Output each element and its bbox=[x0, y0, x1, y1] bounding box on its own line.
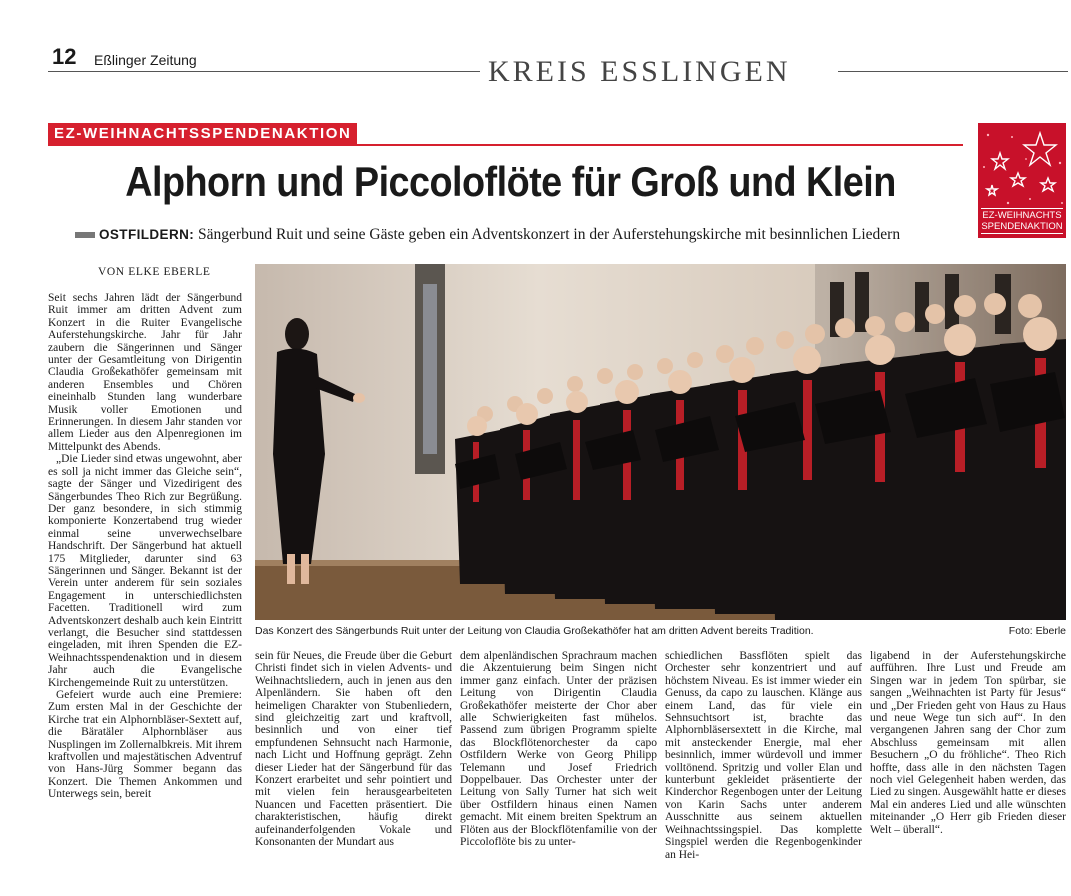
col1-paragraph: Gefeiert wurde auch eine Premiere: Zum ersten Mal in der Geschichte der Kirche trat ein Alphornbläser-Sextett auf, die Bäratäler Alphornbläser aus Nusplingen im Zollernalbkreis. Mit ihrem kraftvollen und majestätischen Adventruf von Hans-Jürg Sommer begann das Konzert. Die Themen Ankommen und Unterwegs sein, bereit bbox=[48, 689, 242, 801]
col2-paragraph: sein für Neues, die Freude über die Geburt Christi findet sich in vielen Advents- und Weihnachtsliedern, auch in jenen aus den Alpenländern. Sie haben oft den heimeligen Charakter von Stubenliedern, sind gleichzeitig zart und kraftvoll, besinnlich und von einer tief empfundenen Sehnsucht nach Harmonie, nach Licht und Hoffnung geprägt. Zehn dieser Lieder hat der Sängerbund für das Konzert erarbeitet und sehr pointiert und mit vielen fein herausgearbeiteten Nuancen und Facetten präsentiert. Die charakteristischen, häufig direkt aufeinanderfolgenden Vokale und Konsonanten der Mundart aus bbox=[255, 650, 452, 849]
kicker-label: EZ-WEIHNACHTSSPENDENAKTION bbox=[48, 123, 357, 145]
col1-paragraph: Seit sechs Jahren lädt der Sängerbund Ruit immer am dritten Advent zum Konzert in die Ruiter Evangelische Auferstehungskirche. Jahr für Jahr zaubern die Sängerinnen und Sänger unter der Gesamtleitung von Dirigentin Claudia Großekathöfer gemeinsam mit anderen Ensembles und Chören eineinhalb Stunden lang wunderbare Musik voller Emotionen und Erinnerungen. In diesem Jahr standen vor allem Lieder aus den Alpenregionen im Mittelpunkt des Abends. bbox=[48, 292, 242, 453]
subheadline-bar bbox=[75, 232, 95, 238]
logo-caption-line-1: EZ-WEIHNACHTS bbox=[982, 210, 1062, 221]
article-column-5 bbox=[870, 650, 1066, 888]
article-column-4 bbox=[665, 650, 862, 888]
stars-icon bbox=[978, 123, 1066, 213]
caption-text: Das Konzert des Sängerbunds Ruit unter der Leitung von Claudia Großekathöfer hat am dritten Advent bereits Tradition. bbox=[255, 625, 814, 637]
masthead-rule-right bbox=[838, 71, 1068, 72]
article-column-2 bbox=[255, 650, 452, 888]
col1-paragraph: „Die Lieder sind etwas ungewohnt, aber es soll ja nicht immer das Gleiche sein“, sagte der Sänger und Vizedirigent des Sängerbundes Theo Rich zur Begrüßung. Der ganz besondere, in sich stimmig komponierte Konzertabend trug wieder einmal seine unverwechselbare Handschrift. Der Sängerbund hat aktuell 175 Mitglieder, darunter sind 63 Sängerinnen und Sänger. Bekannt ist der Verein unter anderem für sein soziales Engagement in unterschiedlichsten Facetten. Traditionell wird zum Adventskonzert deshalb auch kein Eintritt verlangt, die Besucher sind stattdessen eingeladen, mit ihren Spenden die EZ-Weihnachtsspendenaktion und in diesem Jahr auch die Evangelische Kirchengemeinde Ruit zu unterstützen. bbox=[48, 453, 242, 689]
article-column-1 bbox=[48, 292, 242, 888]
subheadline bbox=[75, 226, 900, 244]
photo-credit: Foto: Eberle bbox=[1008, 625, 1066, 637]
masthead-rule-left bbox=[48, 71, 480, 72]
headline: Alphorn und Piccoloflöte für Groß und Klein bbox=[125, 158, 896, 205]
section-title: KREIS ESSLINGEN bbox=[488, 55, 791, 88]
kicker-rule bbox=[48, 144, 963, 146]
logo-caption bbox=[981, 208, 1063, 234]
article-column-3 bbox=[460, 650, 657, 888]
spendenaktion-logo bbox=[978, 123, 1066, 238]
byline: VON ELKE EBERLE bbox=[98, 266, 211, 278]
col4-paragraph: schiedlichen Bassflöten spielt das Orchester sehr konzentriert und auf höchstem Niveau. Es ist immer wieder ein Genuss, da capo zu lauschen. Klänge aus einem Land, das für viele ein Sehnsuchtsort ist, brachte das Alphornbläsersextett in die Kirche, mal mit ansteckender Energie, mal eher besinnlich, immer würdevoll und immer volltönend. Spritzig und voller Elan und kunterbunt gekleidet präsentierte der Kinderchor Regenbogen unter der Leitung von Karin Sachs unter anderem Ausschnitte aus seinem aktuellen Weihnachtssingspiel. Das komplette Singspiel werden die Regenbogenkinder an Hei- bbox=[665, 650, 862, 861]
concert-photo bbox=[255, 264, 1066, 620]
page-number: 12 bbox=[52, 44, 77, 69]
photo-caption bbox=[255, 625, 1066, 637]
col3-paragraph: dem alpenländischen Sprachraum machen die Akzentuierung beim Singen nicht immer ganz einfach. Unter der präzisen Leitung von Dirigentin Claudia Großekathöfer meisterte der Chor aber alle Schwierigkeiten fast mühelos. Passend zum übrigen Programm spielte das Blockflötenorchester da capo Ostfildern Werke von Georg Philipp Telemann und Josef Friedrich Doppelbauer. Das Orchester unter der Leitung von Sally Turner hat sich weit über Ostfildern hinaus einen Namen gemacht. Mit einem breiten Spektrum an Flöten aus der Blockflötenfamilie von der Piccoloflöte bis zu unter- bbox=[460, 650, 657, 849]
subheadline-text: Sängerbund Ruit und seine Gäste geben ein Adventskonzert in der Auferstehungskirche mit besinnlichen Liedern bbox=[198, 226, 901, 243]
dateline-location: OSTFILDERN: bbox=[99, 227, 195, 242]
col5-paragraph: ligabend in der Auferstehungskirche aufführen. Ihre Lust und Freude am Singen war in jedem Ton spürbar, sie sangen „Weihnachten ist Party für Jesus“ und „Der Frieden geht von Haus zu Haus und neue Wege tun sich auf“. In den vergangenen Jahren sang der Chor zum Abschluss gemeinsam mit allen Besuchern „O du fröhliche“. Theo Rich hoffte, dass alle in den nächsten Tagen noch viel Gelegenheit haben werden, das Lied zu singen. Ausgewählt hatte er dieses Mal ein anderes Lied und alle wünschten miteinander „O Herr gib Frieden dieser Welt – überall“. bbox=[870, 650, 1066, 836]
choir-photo-illustration bbox=[255, 264, 1066, 620]
newspaper-name: Eßlinger Zeitung bbox=[94, 52, 197, 68]
logo-caption-line-2: SPENDENAKTION bbox=[981, 221, 1063, 232]
